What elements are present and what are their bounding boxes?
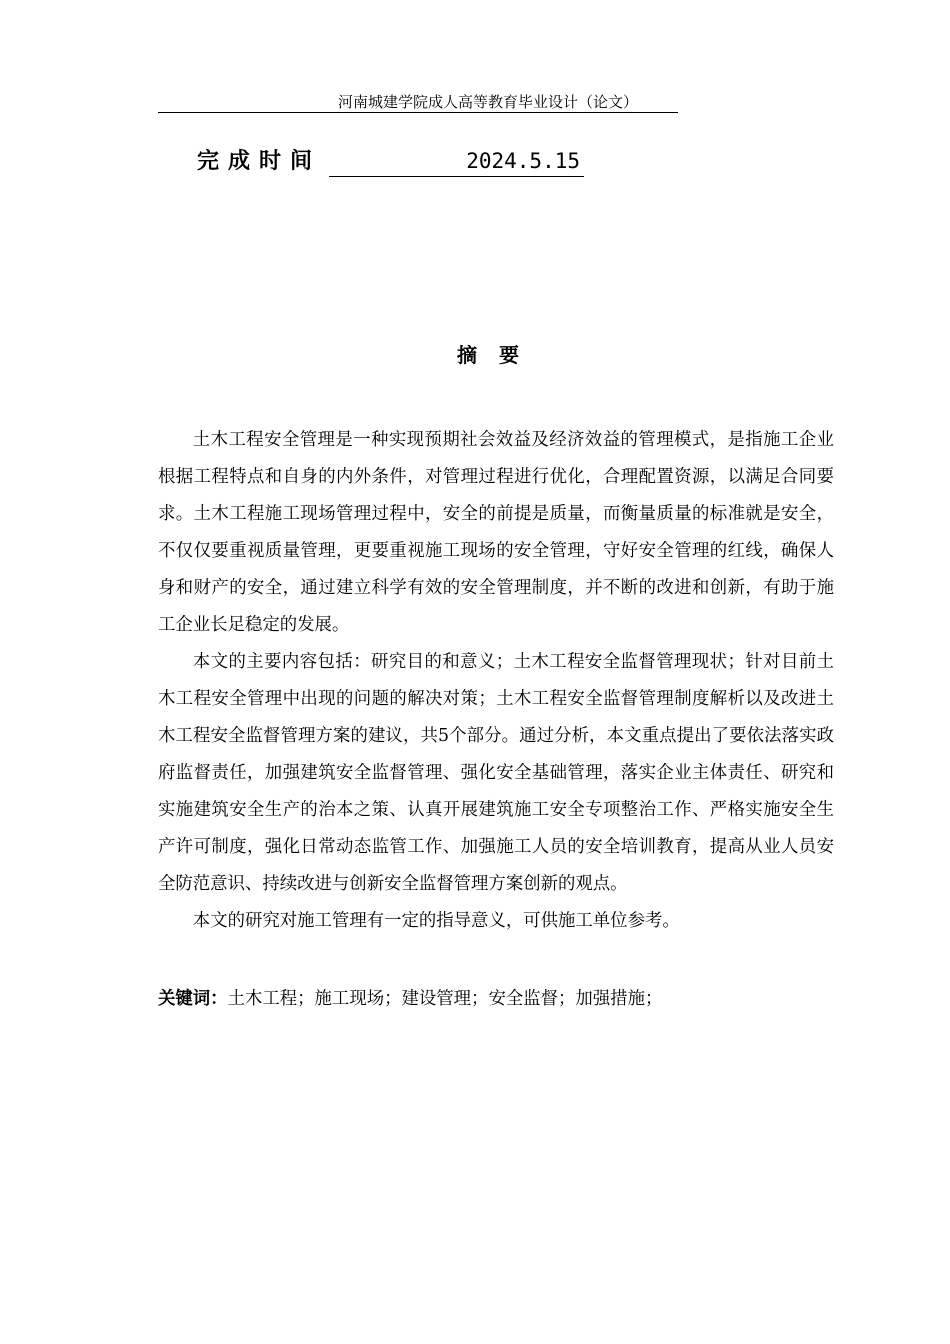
abstract-paragraph: 本文的研究对施工管理有一定的指导意义，可供施工单位参考。 <box>192 911 680 931</box>
abstract-paragraph: 本文的主要内容包括：研究目的和意义；土木工程安全监督管理现状；针对目前土木工程安全管理中出现的问题的解决对策；土木工程安全监督管理制度解析以及改进土木工程安全监督管理方案的建议，共5个部分。通过分析，本文重点提出了要依法落实政府监督责任，加强建筑安全监督管理、强化安全基础管理，落实企业主体责任、研究和实施建筑安全生产的治本之策、认真开展建筑施工安全专项整治工作、严格实施安全生产许可制度，强化日常动态监管工作、加强施工人员的安全培训教育，提高从业人员安全防范意识、持续改进与创新安全监督管理方案创新的观点。 <box>158 652 834 894</box>
completion-date-value: 2024.5.15 <box>329 147 584 177</box>
keywords-label: 关键词： <box>158 989 228 1009</box>
completion-date-label: 完成时间 <box>197 149 322 174</box>
keywords-value: 土木工程；施工现场；建设管理；安全监督；加强措施； <box>227 989 663 1009</box>
keywords-line <box>158 981 834 1018</box>
abstract-body <box>158 422 834 940</box>
page-header <box>158 94 678 113</box>
abstract-paragraph: 土木工程安全管理是一种实现预期社会效益及经济效益的管理模式，是指施工企业根据工程特点和自身的内外条件，对管理过程进行优化，合理配置资源，以满足合同要求。土木工程施工现场管理过程中，安全的前提是质量，而衡量质量的标准就是安全，不仅仅要重视质量管理，更要重视施工现场的安全管理，守好安全管理的红线，确保人身和财产的安全，通过建立科学有效的安全管理制度，并不断的改进和创新，有助于施工企业长足稳定的发展。 <box>158 430 834 635</box>
completion-date-row <box>197 147 584 181</box>
page-header-text: 河南城建学院成人高等教育毕业设计（论文） <box>338 93 639 111</box>
abstract-title: 摘要 <box>457 343 541 367</box>
